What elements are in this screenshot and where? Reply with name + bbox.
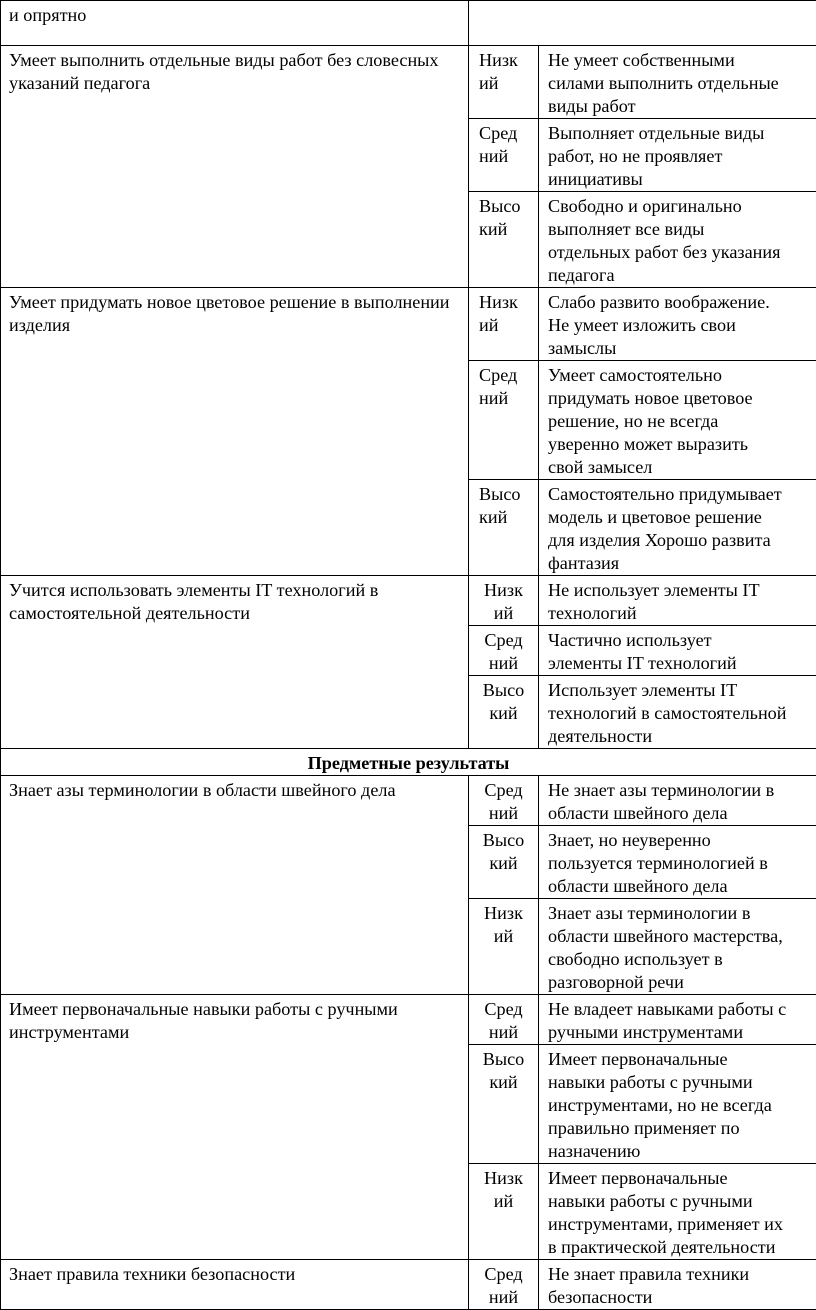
table-row <box>1 288 816 361</box>
description-line: Не владеет навыками работы с <box>548 998 814 1021</box>
level-cell <box>469 826 539 899</box>
level-text: Высо <box>471 829 536 852</box>
description-line: инициативы <box>548 168 814 191</box>
description-line: ручными инструментами <box>548 1021 814 1044</box>
description-line: Не использует элементы IT <box>548 579 814 602</box>
level-text: Высо <box>471 1048 536 1071</box>
level-text: кий <box>471 852 536 875</box>
description-line: выполняет все виды <box>548 218 814 241</box>
level-text: Сред <box>471 629 536 652</box>
description-line: навыки работы с ручными <box>548 1190 814 1213</box>
description-line: Имеет первоначальные <box>548 1167 814 1190</box>
description-line: инструментами, применяет их <box>548 1213 814 1236</box>
description-line: разговорной речи <box>548 971 814 994</box>
description-line: области швейного дела <box>548 875 814 898</box>
level-text: ий <box>471 1190 536 1213</box>
description-line: элементы IT технологий <box>548 652 814 675</box>
level-cell <box>469 46 539 119</box>
level-text: кий <box>479 218 536 241</box>
description-line: Не знает азы терминологии в <box>548 779 814 802</box>
section-row <box>1 749 816 776</box>
description-cell <box>539 576 816 626</box>
description-line: Имеет первоначальные <box>548 1048 814 1071</box>
description-line: деятельности <box>548 725 814 748</box>
description-line: области швейного мастерства, <box>548 925 814 948</box>
description-cell <box>539 676 816 749</box>
level-text: Низк <box>471 1167 536 1190</box>
level-text: Низк <box>471 579 536 602</box>
level-cell <box>469 288 539 361</box>
level-cell <box>469 192 539 288</box>
description-line: Свободно и оригинально <box>548 195 814 218</box>
section-title: Предметные результаты <box>1 749 816 776</box>
description-cell <box>539 1260 816 1310</box>
description-cell <box>539 361 816 480</box>
table-row <box>1 995 816 1045</box>
description-line: безопасности <box>548 1286 814 1309</box>
description-line: Самостоятельно придумывает <box>548 483 814 506</box>
level-cell <box>469 626 539 676</box>
description-line: фантазия <box>548 552 814 575</box>
level-text: ний <box>471 1021 536 1044</box>
level-text: кий <box>479 506 536 529</box>
level-text: Сред <box>471 1263 536 1286</box>
description-line: педагога <box>548 264 814 287</box>
empty-cell <box>469 1 816 46</box>
description-cell <box>539 776 816 826</box>
description-line: работ, но не проявляет <box>548 145 814 168</box>
description-line: силами выполнить отдельные <box>548 72 814 95</box>
level-text: ий <box>471 925 536 948</box>
level-text: ний <box>471 802 536 825</box>
table-row <box>1 1 816 46</box>
level-text: ний <box>471 1286 536 1309</box>
description-line: модель и цветовое решение <box>548 506 814 529</box>
level-text: ий <box>479 72 536 95</box>
criterion-cell: Знает азы терминологии в области швейного дела <box>1 776 469 995</box>
criterion-cell: Учится использовать элементы IT технологий в самостоятельной деятельности <box>1 576 469 749</box>
level-cell <box>469 1045 539 1164</box>
level-cell <box>469 899 539 995</box>
level-text: ий <box>479 314 536 337</box>
level-cell <box>469 1260 539 1310</box>
level-text: Низк <box>479 291 536 314</box>
table-row <box>1 1260 816 1310</box>
description-cell <box>539 119 816 192</box>
description-line: назначению <box>548 1140 814 1163</box>
level-cell <box>469 995 539 1045</box>
level-text: Высо <box>479 195 536 218</box>
description-cell <box>539 826 816 899</box>
level-text: ний <box>471 652 536 675</box>
criterion-cell: Умеет выполнить отдельные виды работ без словесных указаний педагога <box>1 46 469 288</box>
level-cell <box>469 361 539 480</box>
level-cell <box>469 776 539 826</box>
description-cell <box>539 46 816 119</box>
level-text: Низк <box>471 902 536 925</box>
level-text: Сред <box>479 122 536 145</box>
level-text: кий <box>471 1071 536 1094</box>
description-line: технологий в самостоятельной <box>548 702 814 725</box>
level-cell <box>469 1164 539 1260</box>
level-text: Сред <box>479 364 536 387</box>
description-cell <box>539 288 816 361</box>
description-line: Умеет самостоятельно <box>548 364 814 387</box>
description-line: свой замысел <box>548 456 814 479</box>
table-row <box>1 576 816 626</box>
level-text: ий <box>471 602 536 625</box>
description-line: области швейного дела <box>548 802 814 825</box>
level-text: ний <box>479 145 536 168</box>
description-cell <box>539 899 816 995</box>
description-line: правильно применяет по <box>548 1117 814 1140</box>
description-line: виды работ <box>548 95 814 118</box>
description-line: уверенно может выразить <box>548 433 814 456</box>
criterion-cell: Знает правила техники безопасности <box>1 1260 469 1310</box>
level-text: Низк <box>479 49 536 72</box>
description-cell <box>539 1164 816 1260</box>
criterion-cell: и опрятно <box>1 1 469 46</box>
table-row <box>1 776 816 826</box>
level-text: Сред <box>471 998 536 1021</box>
description-line: Выполняет отдельные виды <box>548 122 814 145</box>
description-line: Использует элементы IT <box>548 679 814 702</box>
description-line: Не умеет собственными <box>548 49 814 72</box>
description-line: свободно использует в <box>548 948 814 971</box>
description-line: решение, но не всегда <box>548 410 814 433</box>
description-line: Не умеет изложить свои <box>548 314 814 337</box>
level-cell <box>469 676 539 749</box>
description-cell <box>539 480 816 576</box>
description-cell <box>539 995 816 1045</box>
table-row <box>1 46 816 119</box>
level-cell <box>469 480 539 576</box>
description-line: технологий <box>548 602 814 625</box>
description-line: Частично использует <box>548 629 814 652</box>
level-text: кий <box>471 702 536 725</box>
description-line: для изделия Хорошо развита <box>548 529 814 552</box>
description-line: Не знает правила техники <box>548 1263 814 1286</box>
description-line: отдельных работ без указания <box>548 241 814 264</box>
description-line: Знает, но неуверенно <box>548 829 814 852</box>
level-text: Высо <box>471 679 536 702</box>
description-line: навыки работы с ручными <box>548 1071 814 1094</box>
description-cell <box>539 192 816 288</box>
description-line: придумать новое цветовое <box>548 387 814 410</box>
criterion-cell: Имеет первоначальные навыки работы с ручными инструментами <box>1 995 469 1260</box>
level-text: Сред <box>471 779 536 802</box>
description-line: Знает азы терминологии в <box>548 902 814 925</box>
description-line: в практической деятельности <box>548 1236 814 1259</box>
level-text: ний <box>479 387 536 410</box>
description-cell <box>539 626 816 676</box>
level-text: Высо <box>479 483 536 506</box>
description-line: пользуется терминологией в <box>548 852 814 875</box>
description-line: инструментами, но не всегда <box>548 1094 814 1117</box>
description-line: Слабо развито воображение. <box>548 291 814 314</box>
description-line: замыслы <box>548 337 814 360</box>
level-cell <box>469 576 539 626</box>
level-cell <box>469 119 539 192</box>
criterion-cell: Умеет придумать новое цветовое решение в выполнении изделия <box>1 288 469 576</box>
description-cell <box>539 1045 816 1164</box>
